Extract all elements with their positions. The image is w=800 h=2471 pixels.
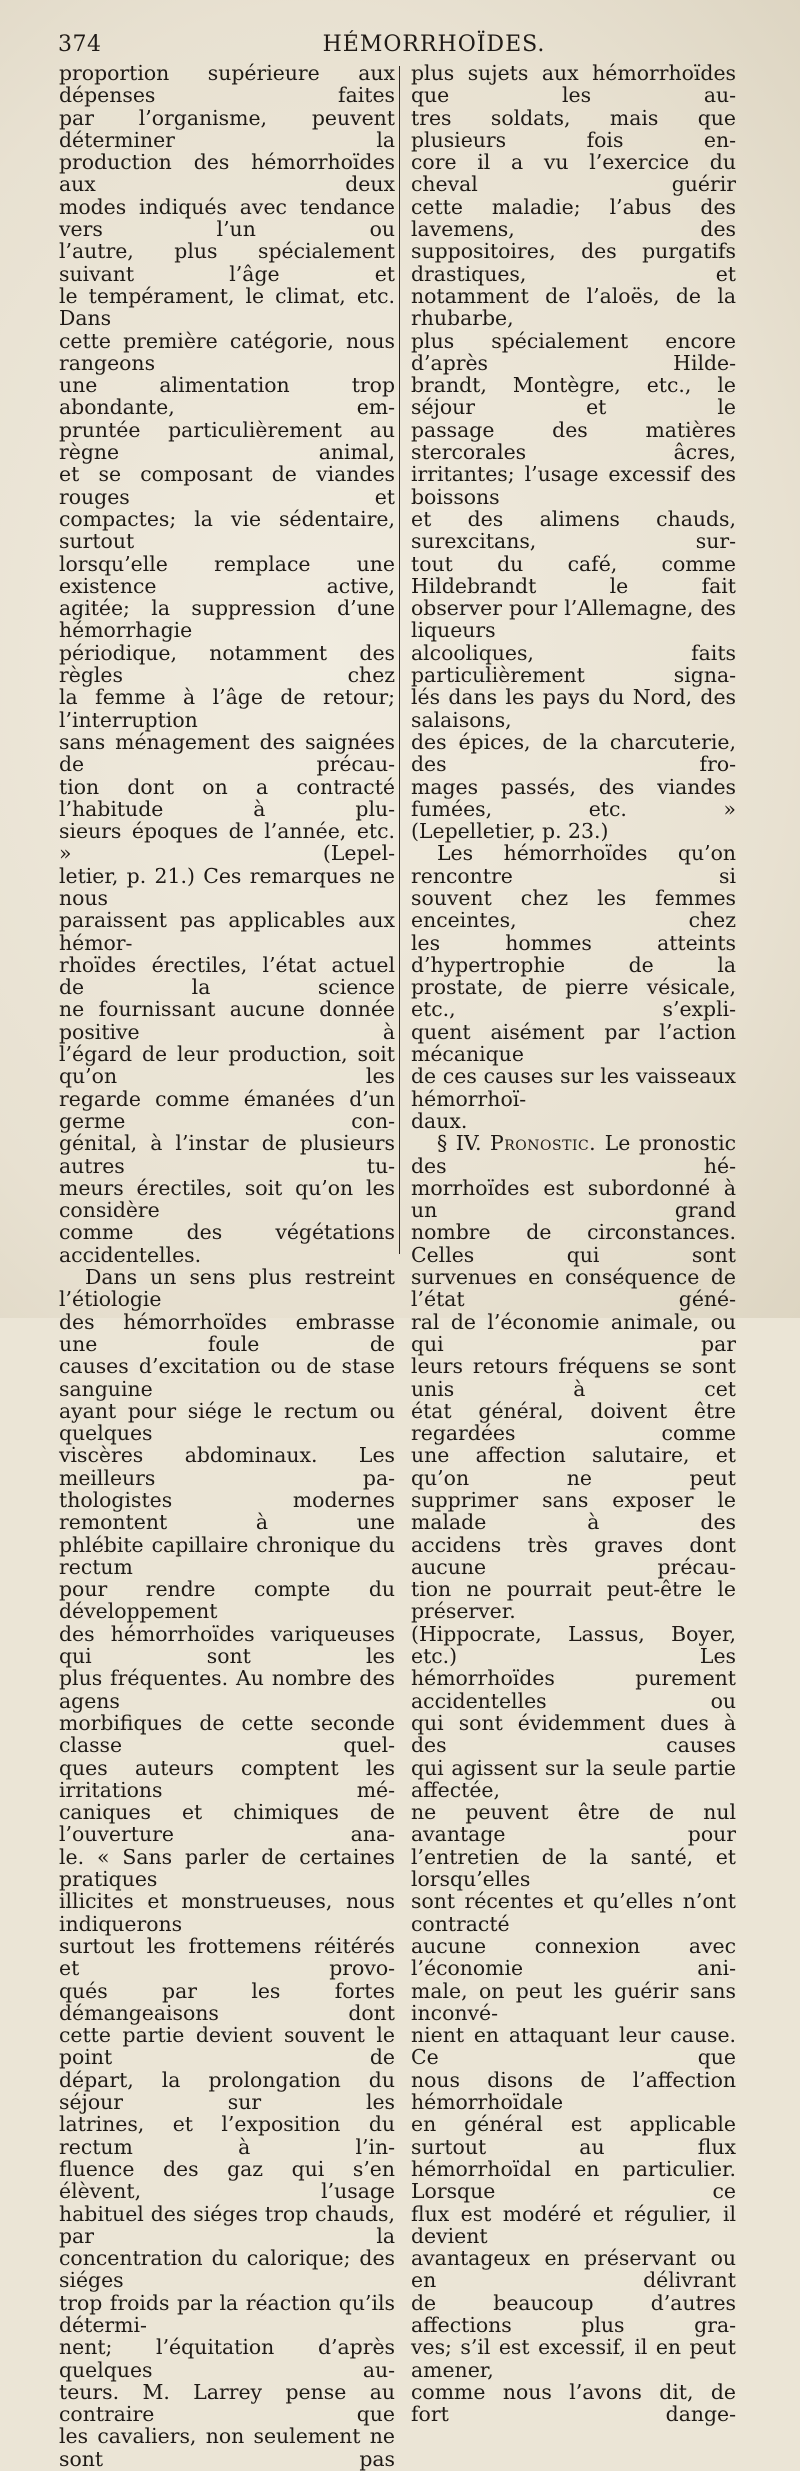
text-line: périodique, notamment des règles chez bbox=[59, 640, 395, 688]
text-line: et se composant de viandes rouges et bbox=[59, 462, 395, 509]
text-line: une alimentation trop abondante, em- bbox=[59, 373, 395, 420]
text-line: habituel des siéges trop chauds, par la bbox=[59, 2201, 395, 2248]
text-line: leurs retours fréquens se sont unis à cet bbox=[411, 1354, 736, 1401]
text-line: thologistes modernes remontent à une bbox=[59, 1488, 395, 1535]
text-line: cette première catégorie, nous rangeons bbox=[59, 328, 395, 375]
text-line: (Lepelletier, p. 23.) bbox=[411, 819, 609, 844]
text-line: morbifiques de cette seconde classe quel- bbox=[59, 1710, 395, 1758]
text-line: supprimer sans exposer le malade à des bbox=[411, 1488, 736, 1535]
text-line: morrhoïdes est subordonné à un grand bbox=[411, 1175, 736, 1223]
text-line: lorsqu’elle remplace une existence active, bbox=[59, 551, 395, 598]
text-line: concentration du calorique; des siéges bbox=[59, 2246, 395, 2293]
text-line: viscères abdominaux. Les meilleurs pa- bbox=[59, 1443, 395, 1490]
text-line: modes indiqués avec tendance vers l’un ou bbox=[59, 194, 395, 242]
text-line: l’autre, plus spécialement suivant l’âge et bbox=[59, 239, 395, 286]
text-line: male, on peut les guérir sans inconvé- bbox=[411, 1978, 736, 2025]
text-line: tout du café, comme Hildebrandt le fait bbox=[411, 551, 736, 598]
text-line: paraissent pas applicables aux hémor- bbox=[59, 908, 395, 955]
text-line: letier, p. 21.) Ces remarques ne nous bbox=[59, 863, 395, 910]
text-line: meurs érectiles, soit qu’on les considère bbox=[59, 1175, 395, 1223]
text-line: illicites et monstrueuses, nous indiquerons bbox=[59, 1889, 395, 1936]
text-line: plus fréquentes. Au nombre des agens bbox=[59, 1666, 395, 1713]
text-line: alcooliques, faits particulièrement signa- bbox=[411, 640, 736, 688]
text-line: ral de l’économie animale, ou qui par bbox=[411, 1309, 736, 1356]
text-line: des hémorrhoïdes variqueuses qui sont les bbox=[59, 1621, 395, 1669]
text-line: nient en attaquant leur cause. Ce que bbox=[411, 2023, 736, 2070]
text-line: suppositoires, des purgatifs drastiques, et bbox=[411, 239, 736, 286]
text-line: plus spécialement encore d’après Hilde- bbox=[411, 328, 736, 375]
text-line: ves; s’il est excessif, il en peut amener, bbox=[411, 2335, 736, 2382]
text-line: Dans un sens plus restreint l’étiologie bbox=[59, 1265, 395, 1312]
text-line: qui sont évidemment dues à des causes bbox=[411, 1710, 736, 1758]
text-line: pruntée particulièrement au règne animal, bbox=[59, 417, 395, 465]
text-line: ne peuvent être de nul avantage pour bbox=[411, 1800, 736, 1847]
text-line: core il a vu l’exercice du cheval guérir bbox=[411, 150, 736, 197]
text-line: quent aisément par l’action mécanique bbox=[411, 1019, 736, 1067]
text-line: passage des matières stercorales âcres, bbox=[411, 417, 736, 465]
text-line: comme des végétations accidentelles. bbox=[59, 1220, 395, 1267]
text-line: par l’organisme, peuvent déterminer la bbox=[59, 105, 395, 152]
text-line: ques auteurs comptent les irritations mé- bbox=[59, 1755, 395, 1802]
text-line: flux est modéré et régulier, il devient bbox=[411, 2201, 736, 2248]
text-line: Les hémorrhoïdes qu’on rencontre si bbox=[411, 841, 736, 888]
text-line: proportion supérieure aux dépenses faites bbox=[59, 61, 395, 108]
text-line: accidens très graves dont aucune précau- bbox=[411, 1532, 736, 1579]
text-line: tres soldats, mais que plusieurs fois en- bbox=[411, 105, 736, 152]
text-line: les cavaliers, non seulement ne sont pas bbox=[59, 2424, 395, 2471]
text-line: sieurs époques de l’année, etc. » (Lepel- bbox=[59, 819, 395, 866]
text-line: § IV. Pronostic. Le pronostic des hé- bbox=[411, 1131, 737, 1178]
text-line: phlébite capillaire chronique du rectum bbox=[59, 1532, 395, 1579]
text-line: le tempérament, le climat, etc. Dans bbox=[59, 283, 395, 331]
text-line: et des alimens chauds, surexcitans, sur- bbox=[411, 506, 736, 554]
text-line: survenues en conséquence de l’état géné- bbox=[411, 1265, 736, 1312]
text-line: plus sujets aux hémorrhoïdes que les au- bbox=[411, 61, 736, 108]
text-line: une affection salutaire, et qu’on ne peut bbox=[411, 1443, 736, 1490]
text-line: hémorrhoïdes purement accidentelles ou bbox=[411, 1666, 736, 1713]
text-line: causes d’excitation ou de stase sanguine bbox=[59, 1354, 395, 1401]
text-line: latrines, et l’exposition du rectum à l’in- bbox=[59, 2112, 395, 2159]
page-number: 374 bbox=[58, 32, 102, 57]
text-line: les hommes atteints d’hypertrophie de la bbox=[411, 930, 736, 977]
right-text-column bbox=[411, 62, 736, 2425]
text-line: nombre de circonstances. Celles qui sont bbox=[411, 1220, 736, 1267]
text-line: fluence des gaz qui s’en élèvent, l’usage bbox=[59, 2156, 395, 2204]
running-title: HÉMORRHOÏDES. bbox=[322, 32, 546, 57]
text-line: génital, à l’instar de plusieurs autres tu- bbox=[59, 1131, 395, 1178]
text-line: irritantes; l’usage excessif des boissons bbox=[411, 462, 736, 509]
text-line: nent; l’équitation d’après quelques au- bbox=[59, 2335, 395, 2382]
text-line: ayant pour siége le rectum ou quelques bbox=[59, 1398, 395, 1446]
text-line: cette maladie; l’abus des lavemens, des bbox=[411, 194, 736, 242]
section-heading: Pronostic. bbox=[490, 1131, 597, 1156]
text-line: brandt, Montègre, etc., le séjour et le bbox=[411, 373, 736, 420]
text-line: souvent chez les femmes enceintes, chez bbox=[411, 885, 736, 933]
text-line: de ces causes sur les vaisseaux hémorrhoï- bbox=[411, 1064, 736, 1111]
left-text-column bbox=[59, 62, 395, 2470]
text-line: rhoïdes érectiles, l’état actuel de la science bbox=[59, 952, 395, 1000]
text-line: nous disons de l’affection hémorrhoïdale bbox=[411, 2067, 736, 2115]
text-line: de beaucoup d’autres affections plus gra- bbox=[411, 2290, 736, 2337]
text-line: avantageux en préservant ou en délivrant bbox=[411, 2246, 736, 2293]
text-line: notamment de l’aloës, de la rhubarbe, bbox=[411, 283, 736, 331]
text-line: tion dont on a contracté l’habitude à plu- bbox=[59, 774, 395, 821]
text-line: compactes; la vie sédentaire, surtout bbox=[59, 506, 395, 554]
text-line: des épices, de la charcuterie, des fro- bbox=[411, 729, 736, 777]
text-line: trop froids par la réaction qu’ils détermi- bbox=[59, 2290, 395, 2337]
text-line: état général, doivent être regardées comme bbox=[411, 1398, 736, 1446]
text-line: qués par les fortes démangeaisons dont bbox=[59, 1978, 395, 2025]
text-line: en général est applicable surtout au flux bbox=[411, 2112, 736, 2159]
text-line: agitée; la suppression d’une hémorrhagie bbox=[59, 596, 395, 643]
text-line: la femme à l’âge de retour; l’interruption bbox=[59, 685, 395, 732]
text-line: l’entretien de la santé, et lorsqu’elles bbox=[411, 1844, 736, 1892]
text-line: teurs. M. Larrey pense au contraire que bbox=[59, 2379, 395, 2427]
text-line: surtout les frottemens réitérés et provo- bbox=[59, 1933, 395, 1981]
text-line: le. « Sans parler de certaines pratiques bbox=[59, 1844, 395, 1892]
text-line: production des hémorrhoïdes aux deux bbox=[59, 150, 395, 197]
text-line: mages passés, des viandes fumées, etc. » bbox=[411, 774, 736, 821]
text-line: qui agissent sur la seule partie affectée, bbox=[411, 1755, 736, 1802]
text-line: regarde comme émanées d’un germe con- bbox=[59, 1086, 395, 1133]
text-line: cette partie devient souvent le point de bbox=[59, 2023, 395, 2070]
text-line: départ, la prolongation du séjour sur les bbox=[59, 2067, 395, 2115]
text-line: sont récentes et qu’elles n’ont contracté bbox=[411, 1889, 736, 1936]
column-divider bbox=[399, 66, 400, 1254]
text-line: prostate, de pierre vésicale, etc., s’expli- bbox=[411, 975, 736, 1022]
text-line: sans ménagement des saignées de précau- bbox=[59, 729, 395, 777]
text-line: des hémorrhoïdes embrasse une foule de bbox=[59, 1309, 395, 1356]
text-line: (Hippocrate, Lassus, Boyer, etc.) Les bbox=[411, 1621, 736, 1669]
text-line: caniques et chimiques de l’ouverture ana- bbox=[59, 1800, 395, 1847]
text-line: lés dans les pays du Nord, des salaisons, bbox=[411, 685, 736, 732]
text-line: ne fournissant aucune donnée positive à bbox=[59, 997, 395, 1044]
text-line: daux. bbox=[411, 1108, 468, 1133]
text-line: aucune connexion avec l’économie ani- bbox=[411, 1933, 736, 1981]
text-line: comme nous l’avons dit, de fort dange- bbox=[411, 2379, 736, 2427]
text-line: l’égard de leur production, soit qu’on les bbox=[59, 1042, 395, 1089]
page-header bbox=[58, 32, 750, 62]
text-line: tion ne pourrait peut-être le préserver. bbox=[411, 1577, 736, 1624]
text-line: pour rendre compte du développement bbox=[59, 1577, 395, 1624]
text-line: observer pour l’Allemagne, des liqueurs bbox=[411, 596, 736, 643]
text-line: hémorrhoïdal en particulier. Lorsque ce bbox=[411, 2156, 736, 2204]
